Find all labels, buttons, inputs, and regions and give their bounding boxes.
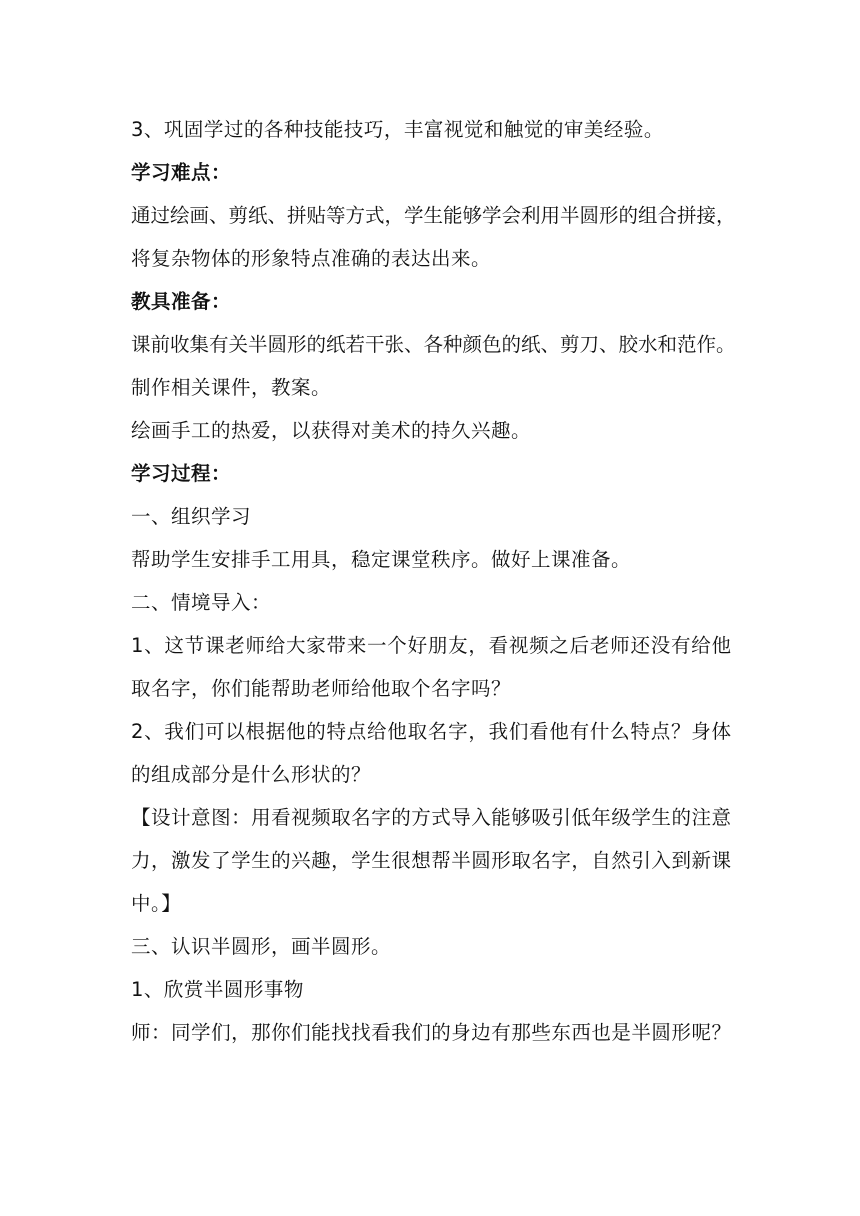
paragraph-line: 师：同学们，那你们能找找看我们的身边有那些东西也是半圆形呢？	[131, 1021, 731, 1044]
paragraph-line: 1、欣赏半圆形事物	[131, 978, 304, 1001]
paragraph-line: 的组成部分是什么形状的？	[131, 763, 372, 786]
paragraph-line: 帮助学生安排手工用具，稳定课堂秩序。做好上课准备。	[131, 548, 632, 571]
paragraph-line: 制作相关课件，教案。	[131, 376, 332, 399]
section-heading-materials: 教具准备：	[131, 290, 232, 313]
paragraph-line: 2、我们可以根据他的特点给他取名字，我们看他有什么特点？身体	[131, 720, 731, 743]
paragraph-line: 1、这节课老师给大家带来一个好朋友，看视频之后老师还没有给他	[131, 634, 731, 657]
paragraph-line: 通过绘画、剪纸、拼贴等方式，学生能够学会利用半圆形的组合拼接，	[131, 204, 736, 227]
document-body	[131, 108, 736, 1054]
paragraph-line: 3、巩固学过的各种技能技巧，丰富视觉和触觉的审美经验。	[131, 118, 664, 141]
section-heading-difficulty: 学习难点：	[131, 161, 232, 184]
paragraph-line: 力，激发了学生的兴趣，学生很想帮半圆形取名字，自然引入到新课	[131, 849, 731, 872]
paragraph-line: 二、情境导入：	[131, 591, 272, 614]
paragraph-line: 将复杂物体的形象特点准确的表达出来。	[131, 247, 492, 270]
paragraph-line: 三、认识半圆形，画半圆形。	[131, 935, 392, 958]
paragraph-line: 【设计意图：用看视频取名字的方式导入能够吸引低年级学生的注意	[131, 806, 731, 829]
paragraph-line: 课前收集有关半圆形的纸若干张、各种颜色的纸、剪刀、胶水和范作。	[131, 333, 736, 356]
section-heading-process: 学习过程：	[131, 462, 232, 485]
paragraph-line: 取名字，你们能帮助老师给他取个名字吗？	[131, 677, 512, 700]
paragraph-line: 绘画手工的热爱，以获得对美术的持久兴趣。	[131, 419, 532, 442]
paragraph-line: 中。】	[131, 892, 182, 915]
paragraph-line: 一、组织学习	[131, 505, 252, 528]
